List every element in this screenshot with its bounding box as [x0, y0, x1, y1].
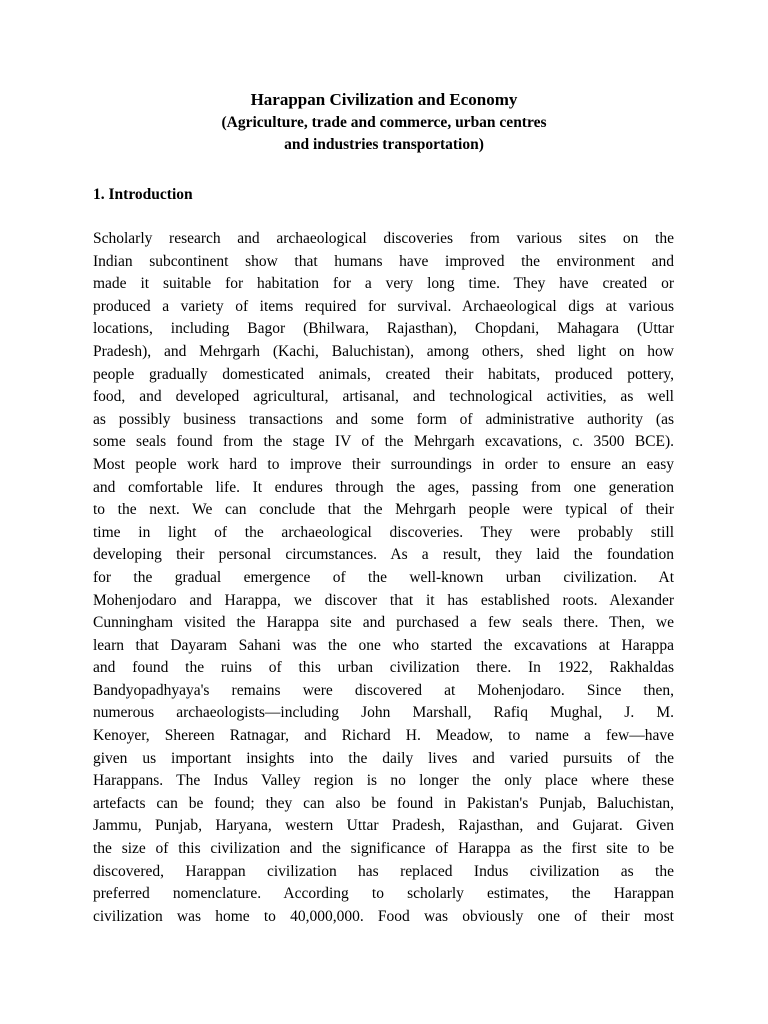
title-block [0, 88, 768, 156]
body-paragraph [93, 228, 674, 928]
paragraph-line: Cunningham visited the Harappa site and purchased a few seals there. Then, we [93, 614, 674, 632]
paragraph-line: Scholarly research and archaeological discoveries from various sites on the [93, 230, 674, 247]
paragraph-line: discovered, Harappan civilization has replaced Indus civilization as the [93, 862, 674, 880]
paragraph-line: to the next. We can conclude that the Mehrgarh people were typical of their [93, 501, 674, 519]
paragraph-line: some seals found from the stage IV of the Mehrgarh excavations, c. 3500 BCE). [93, 433, 674, 451]
paragraph-line: as possibly business transactions and some form of administrative authority (as [93, 410, 674, 428]
document-title: Harappan Civilization and Economy [250, 90, 518, 109]
paragraph-line: for the gradual emergence of the well-known urban civilization. At [93, 568, 674, 586]
paragraph-line: learn that Dayaram Sahani was the one who started the excavations at Harappa [93, 636, 674, 654]
paragraph-line: Indian subcontinent show that humans have improved the environment and [93, 252, 674, 270]
paragraph-line: food, and developed agricultural, artisanal, and technological activities, as well [93, 388, 674, 406]
paragraph-line: Most people work hard to improve their surroundings in order to ensure an easy [93, 455, 674, 473]
section-heading: 1. Introduction [93, 186, 193, 203]
document-subtitle-line-2: and industries transportation) [284, 136, 484, 153]
paragraph-line: given us important insights into the daily lives and varied pursuits of the [93, 749, 674, 767]
paragraph-line: the size of this civilization and the significance of Harappa as the first site to be [93, 840, 674, 858]
paragraph-line: developing their personal circumstances. As a result, they laid the foundation [93, 546, 674, 564]
paragraph-line: Harappans. The Indus Valley region is no longer the only place where these [93, 772, 674, 790]
paragraph-line: Bandyopadhyaya's remains were discovered at Mohenjodaro. Since then, [93, 681, 674, 699]
paragraph-line: produced a variety of items required for survival. Archaeological digs at various [93, 297, 674, 315]
paragraph-line: people gradually domesticated animals, created their habitats, produced pottery, [93, 365, 674, 383]
paragraph-line: numerous archaeologists—including John Marshall, Rafiq Mughal, J. M. [93, 704, 674, 722]
paragraph-line: artefacts can be found; they can also be found in Pakistan's Punjab, Baluchistan, [93, 794, 674, 812]
paragraph-line: made it suitable for habitation for a very long time. They have created or [93, 275, 674, 293]
paragraph-line: preferred nomenclature. According to scholarly estimates, the Harappan [93, 885, 674, 903]
paragraph-line: Kenoyer, Shereen Ratnagar, and Richard H. Meadow, to name a few—have [93, 727, 674, 745]
paragraph-line: and comfortable life. It endures through the ages, passing from one generation [93, 478, 674, 496]
paragraph-line: civilization was home to 40,000,000. Food was obviously one of their most [93, 907, 674, 925]
paragraph-line: time in light of the archaeological discoveries. They were probably still [93, 523, 674, 541]
paragraph-line: Jammu, Punjab, Haryana, western Uttar Pradesh, Rajasthan, and Gujarat. Given [93, 817, 674, 835]
document-subtitle-line-1: (Agriculture, trade and commerce, urban centres [221, 114, 547, 131]
paragraph-line: Mohenjodaro and Harappa, we discover that it has established roots. Alexander [93, 591, 674, 609]
paragraph-line: Pradesh), and Mehrgarh (Kachi, Baluchistan), among others, shed light on how [93, 342, 674, 360]
paragraph-line: and found the ruins of this urban civilization there. In 1922, Rakhaldas [93, 659, 674, 677]
paragraph-line: locations, including Bagor (Bhilwara, Rajasthan), Chopdani, Mahagara (Uttar [93, 320, 674, 338]
